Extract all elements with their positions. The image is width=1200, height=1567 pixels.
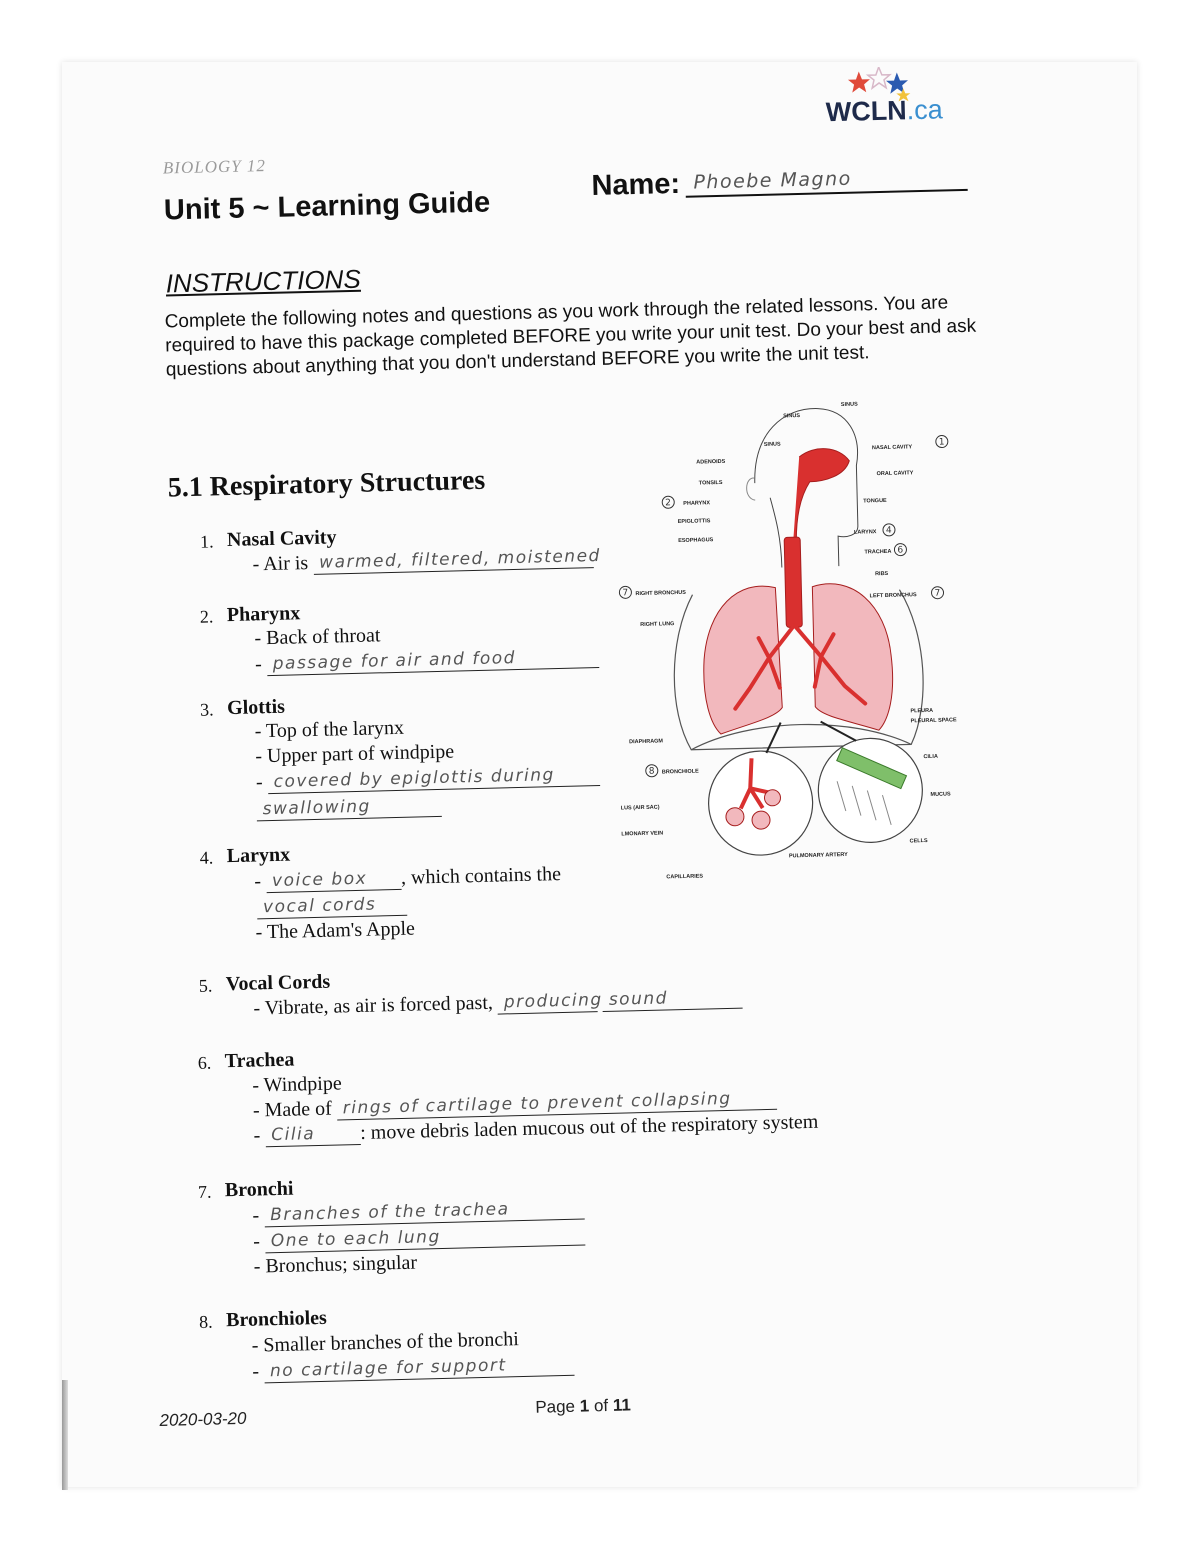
- name-label: Name:: [591, 167, 681, 203]
- page-prefix: Page: [535, 1396, 576, 1417]
- diagram-label: ESOPHAGUS: [678, 537, 714, 545]
- item-line: [255, 645, 599, 676]
- answer-field[interactable]: [266, 645, 598, 676]
- answer-text: Branches of the trachea: [269, 1199, 510, 1226]
- item-number: 7.: [197, 1181, 212, 1202]
- line-suffix: , which contains the: [400, 862, 562, 889]
- item-number: 8.: [198, 1311, 213, 1332]
- wcln-logo[interactable]: [825, 94, 943, 128]
- answer-field[interactable]: [265, 1122, 361, 1147]
- diagram-label: PLEURA: [910, 707, 934, 715]
- circled-mark: 7: [934, 588, 941, 599]
- cilia-detail-circle: [817, 737, 924, 844]
- item-heading-nasal-cavity: Nasal Cavity: [226, 526, 337, 552]
- diagram-label: DIAPHRAGM: [629, 738, 664, 746]
- diagram-label: LMONARY VEIN: [621, 830, 664, 838]
- line-prefix: - Made of: [252, 1097, 333, 1122]
- diagram-label: SINUS: [763, 441, 781, 448]
- item-heading-trachea: Trachea: [224, 1048, 295, 1073]
- item-number: 5.: [198, 975, 213, 996]
- page-current: 1: [579, 1396, 590, 1416]
- item-line: - Windpipe: [252, 1072, 342, 1097]
- item-number: 2.: [199, 606, 214, 627]
- item-heading-larynx: Larynx: [226, 843, 291, 868]
- item-heading-bronchi: Bronchi: [224, 1177, 294, 1202]
- left-lung-shape: [812, 582, 894, 731]
- diagram-label: ADENOIDS: [696, 458, 726, 466]
- diagram-label: ORAL CAVITY: [876, 470, 914, 478]
- circled-mark: 8: [648, 766, 655, 777]
- answer-field[interactable]: [267, 763, 599, 794]
- diagram-label: SINUS: [783, 413, 801, 420]
- page-number: [535, 1395, 631, 1417]
- item-line: [252, 1353, 574, 1384]
- answer-text: rings of cartilage to prevent collapsing: [342, 1088, 732, 1119]
- item-line: - Top of the larynx: [254, 716, 405, 743]
- diagram-label: PLEURAL SPACE: [910, 717, 957, 725]
- page-title: Unit 5 ~ Learning Guide: [163, 186, 491, 227]
- page-total: 11: [612, 1395, 632, 1415]
- item-heading-pharynx: Pharynx: [226, 602, 301, 627]
- instructions-text: Complete the following notes and questions as you work through the related lessons. You are required to have this package completed BEFORE you write your unit test. Do your best and ask questions about anything that you don't understand BEFORE you write the unit test.: [164, 292, 977, 381]
- subject-label: BIOLOGY 12: [162, 155, 267, 178]
- item-line: [256, 763, 600, 794]
- item-line: [253, 1223, 585, 1254]
- diagram-label: NASAL CAVITY: [871, 444, 913, 452]
- answer-text: One to each lung: [270, 1227, 441, 1252]
- item-line-continued: [256, 794, 442, 822]
- logo-suffix: .ca: [906, 94, 944, 126]
- line-prefix: -: [254, 653, 263, 676]
- answer-text: warmed, filtered, moistened: [318, 545, 602, 573]
- item-line: - The Adam's Apple: [255, 917, 416, 944]
- line-prefix: -: [255, 771, 263, 794]
- line-prefix: -: [254, 870, 262, 893]
- circled-mark: 2: [665, 498, 672, 509]
- answer-field[interactable]: [313, 545, 602, 575]
- diagram-label: LARYNX: [853, 529, 877, 536]
- instructions-heading: INSTRUCTIONS: [165, 263, 362, 299]
- item-heading-glottis: Glottis: [226, 695, 286, 720]
- diagram-label: BRONCHIOLE: [661, 768, 699, 776]
- diagram-label: RIBS: [874, 570, 889, 578]
- logo-main: WCLN: [825, 95, 908, 128]
- section-title: 5.1 Respiratory Structures: [167, 464, 486, 504]
- item-number: 6.: [197, 1052, 212, 1073]
- diagram-label: LEFT BRONCHUS: [869, 592, 917, 600]
- circled-mark: 4: [885, 525, 892, 536]
- footer-date: 2020-03-20: [159, 1408, 247, 1430]
- diagram-label: TONGUE: [863, 497, 887, 505]
- diagram-label: RIGHT BRONCHUS: [635, 589, 686, 598]
- item-line-continued: [257, 893, 408, 920]
- line-prefix: -: [253, 1124, 261, 1147]
- answer-field[interactable]: [257, 893, 408, 920]
- answer-field[interactable]: [265, 1223, 585, 1254]
- diagram-label: PULMONARY ARTERY: [788, 851, 848, 860]
- item-number: 1.: [199, 531, 214, 552]
- answer-field[interactable]: [264, 1353, 574, 1384]
- answer-text: passage for air and food: [272, 648, 517, 674]
- answer-field[interactable]: [498, 989, 603, 1014]
- answer-field[interactable]: [266, 867, 402, 893]
- respiratory-system-diagram: [603, 383, 985, 897]
- answer-field[interactable]: [256, 794, 442, 822]
- line-prefix: - Vibrate, as air is forced past,: [253, 991, 494, 1020]
- line-prefix: -: [252, 1230, 261, 1253]
- diagram-label: RIGHT LUNG: [640, 621, 675, 628]
- diagram-label: SINUS: [840, 401, 858, 409]
- diagram-label: TRACHEA: [864, 548, 892, 556]
- diagram-label: MUCUS: [930, 791, 951, 798]
- item-heading-bronchioles: Bronchioles: [225, 1306, 328, 1332]
- diagram-label: TONSILS: [698, 479, 723, 487]
- answer-field[interactable]: [603, 986, 744, 1012]
- answer-text: covered by epiglottis during: [273, 765, 556, 792]
- diagram-label: CELLS: [909, 838, 928, 845]
- answer-text: sound: [608, 988, 669, 1010]
- answer-text: Cilia: [271, 1124, 316, 1146]
- page-of: of: [593, 1395, 609, 1416]
- line-prefix: -: [252, 1204, 260, 1227]
- diagram-label: PHARYNX: [683, 500, 711, 507]
- diagram-label: EPIGLOTTIS: [677, 518, 711, 526]
- diagram-label: CAPILLARIES: [666, 873, 704, 881]
- answer-text: voice box: [271, 868, 368, 892]
- item-line: - Upper part of windpipe: [255, 740, 455, 768]
- item-line: - Smaller branches of the bronchi: [251, 1328, 520, 1357]
- item-line: [254, 863, 561, 893]
- item-line: - Bronchus; singular: [253, 1251, 418, 1278]
- line-prefix: -: [252, 1360, 260, 1383]
- name-value: Phoebe Magno: [693, 167, 853, 194]
- line-suffix: : move debris laden mucous out of the respiratory system: [359, 1110, 819, 1144]
- item-number: 3.: [199, 699, 214, 720]
- circled-mark: 6: [897, 545, 904, 556]
- answer-text: vocal cords: [262, 894, 377, 918]
- item-line: - Back of throat: [254, 624, 381, 650]
- circled-mark: 1: [938, 437, 945, 448]
- diagram-label: CILIA: [923, 753, 938, 761]
- line-prefix: - Air is: [252, 552, 309, 576]
- trachea-shape: [784, 537, 802, 627]
- answer-text: producing: [503, 990, 603, 1013]
- answer-text: swallowing: [262, 796, 372, 820]
- item-number: 4.: [199, 847, 214, 868]
- name-field[interactable]: [685, 159, 968, 198]
- diagram-label: LUS (AIR SAC): [620, 804, 660, 812]
- circled-mark: 7: [622, 588, 629, 599]
- item-heading-vocal-cords: Vocal Cords: [225, 970, 331, 996]
- answer-text: no cartilage for support: [269, 1355, 507, 1382]
